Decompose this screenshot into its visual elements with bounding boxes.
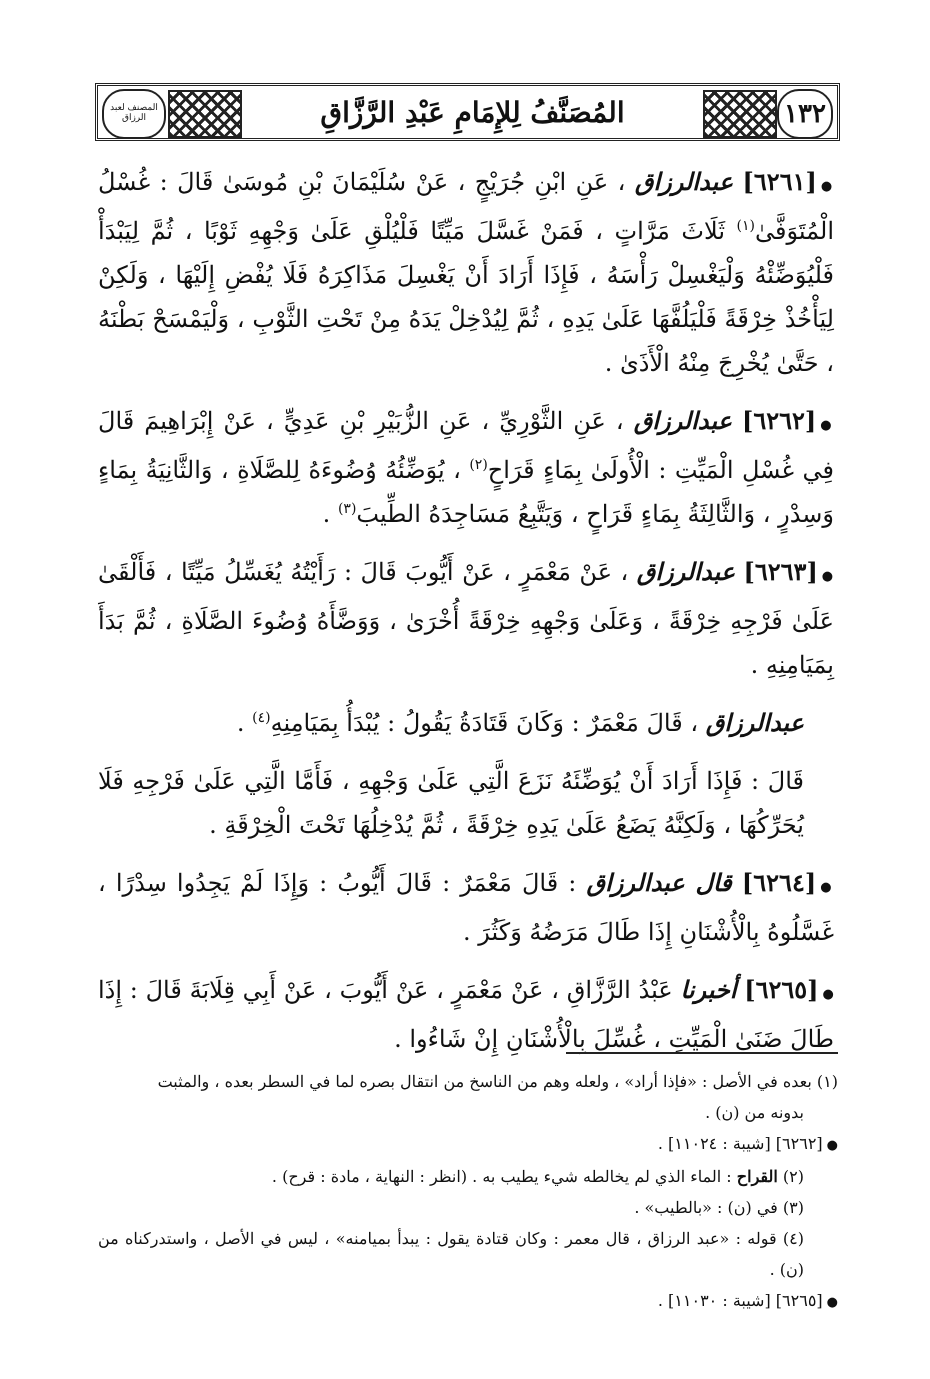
hadith-6265	[98, 968, 838, 1061]
page-header	[95, 83, 840, 141]
footnote-text: : الماء الذي لم يخالطه شيء يطيب به . (انظر : النهاية ، مادة : قرح) .	[271, 1167, 732, 1186]
book-title: المُصَنَّفُ لِلإِمَامِ عَبْدِ الرَّزَّاقِ	[320, 95, 625, 129]
hadith-number: [٦٢٦٣]	[743, 557, 818, 586]
hadith-text-cont: ثَلَاثَ مَرَّاتٍ ، فَمَنْ غَسَّلَ مَيِّتًا فَلْيُلْقِ عَلَىٰ وَجْهِهِ ثَوْبًا ، ثُمَّ لِيَبْدَأْ فَلْيُوَضِّئْهُ وَلْيَغْسِلْ رَأْسَهُ ، فَإِذَا أَرَادَ أَنْ يَغْسِلَ مَذَاكِرَهُ فَلَا يُفْضِ إِلَيْهَا ، وَلَكِنْ لِيَأْخُذْ خِرْقَةً فَلْيَلُفَّهَا عَلَىٰ يَدِهِ ، ثُمَّ لِيُدْخِلْ يَدَهُ مِنْ تَحْتِ الثَّوْبِ ، وَلْيَمْسَحْ بَطْنَهُ ، حَتَّىٰ يُخْرِجَ مِنْهُ الْأَذَىٰ .	[98, 217, 834, 377]
narrator: أخبرنا	[680, 975, 737, 1004]
footnote-1-continued: بدونه من (ن) .	[705, 1103, 804, 1122]
footnote-term: القراح	[736, 1167, 778, 1186]
narrator: عبدالرزاق	[633, 406, 732, 435]
bullet-icon: ●	[820, 179, 834, 194]
hadith-number: [٦٢٦٥]	[744, 975, 819, 1004]
book-seal-logo	[102, 89, 166, 139]
narrator: عبدالرزاق	[634, 167, 734, 196]
hadith-text: ، عَنِ ابْنِ جُرَيْجٍ ، عَنْ سُلَيْمَانَ بْنِ مُوسَىٰ قَالَ : غُسْلُ الْمُتَوَفَّىٰ	[98, 168, 834, 245]
hadith-text: ، عَنِ الثَّوْرِيِّ ، عَنِ الزُّبَيْرِ بْنِ عَدِيٍّ ، عَنْ إِبْرَاهِيمَ قَالَ فِي غُسْلِ الْمَيِّتِ : الْأُولَىٰ بِمَاءٍ قَرَاحٍ	[98, 407, 834, 484]
hadith-number: [٦٢٦٤]	[741, 868, 817, 897]
hadith-text-cont: ، يُوَضِّئُهُ وُضُوءَهُ لِلصَّلَاةِ ، وَالثَّانِيَةُ بِمَاءٍ وَسِدْرٍ ، وَالثَّالِثَةُ بِمَاءٍ قَرَاحٍ ، وَيَتَّبِعُ مَسَاجِدَهُ الطِّيبَ	[98, 456, 834, 528]
reference-6265	[98, 1285, 838, 1318]
ornament-right	[703, 90, 777, 138]
footnote-3: (٣) في (ن) : «بالطيب» .	[634, 1198, 804, 1217]
narrator: قال عبدالرزاق	[586, 868, 732, 897]
hadith-text: ، عَنْ مَعْمَرٍ ، عَنْ أَيُّوبَ قَالَ : رَأَيْتُهُ يُغَسِّلُ مَيِّتًا ، فَأَلْقَىٰ عَلَىٰ فَرْجِهِ خِرْقَةً ، وَعَلَىٰ وَجْهِهِ خِرْقَةً أُخْرَىٰ ، وَوَضَّأَهُ وُضُوءَ الصَّلَاةِ ، ثُمَّ بَدَأَ بِمَيَامِنِهِ .	[98, 558, 834, 679]
hadith-6261	[98, 160, 838, 385]
reference-text: [٦٢٦٢] [شيبة : ١١٠٢٤] .	[657, 1134, 823, 1153]
reference-6262	[98, 1128, 838, 1161]
hadith-text-end: .	[236, 709, 245, 737]
hadith-text: : قَالَ مَعْمَرٌ : قَالَ أَيُّوبُ : وَإِذَا لَمْ يَجِدُوا سِدْرًا ، غَسَّلُوهُ بِالْأُشْنَانِ إِذَا طَالَ مَرَضُهُ وَكَثُرَ .	[98, 869, 834, 946]
bullet-icon: ●	[820, 880, 835, 895]
footnote-ref: (١)	[736, 218, 756, 234]
bullet-icon: ●	[821, 569, 834, 584]
ornament-left	[168, 90, 242, 138]
narrator: عبدالرزاق	[636, 557, 736, 586]
hadith-6262	[98, 399, 838, 536]
seal-text: المصنف لعبد الرزاق	[110, 103, 158, 123]
footnote-4: (٤) قوله : «عبد الرزاق ، قال معمر : وكان قتادة يقول : يبدأ بميامنه» ، ليس في الأصل ، واستدركناه من (ن) .	[98, 1229, 804, 1279]
hadith-number: [٦٢٦٢]	[741, 406, 817, 435]
footnote-1: (١) بعده في الأصل : «فإذا أراد» ، ولعله وهم من الناسخ من انتقال بصره لما في السطر بعده ، والمثبت	[157, 1072, 838, 1091]
hadith-6263-sub-2	[98, 759, 838, 847]
hadith-6264	[98, 861, 838, 954]
hadith-number: [٦٢٦١]	[742, 167, 817, 196]
bullet-icon: ●	[820, 418, 835, 433]
footnote-ref: (٢)	[469, 457, 488, 473]
hadith-text: عَبْدُ الرَّزَّاقِ ، عَنْ مَعْمَرٍ ، عَنْ أَيُّوبَ ، عَنْ أَبِي قِلَابَةَ قَالَ : إِذَا طَالَ ضَنَىٰ الْمَيِّتِ ، غُسِّلَ بِالْأُشْنَانِ إِنْ شَاءُوا .	[98, 976, 834, 1053]
main-text	[98, 160, 838, 1075]
footnotes	[98, 1066, 838, 1318]
hadith-text: ، قَالَ مَعْمَرٌ : وَكَانَ قَتَادَةُ يَقُولُ : يُبْدَأُ بِمَيَامِنِهِ	[270, 709, 699, 737]
footnote-number: (٢)	[782, 1167, 804, 1186]
hadith-text: قَالَ : فَإِذَا أَرَادَ أَنْ يُوَضِّئَهُ نَزَعَ الَّتِي عَلَىٰ وَجْهِهِ ، فَأَمَّا الَّتِي عَلَىٰ فَرْجِهِ فَلَا يُحَرِّكُهَا ، وَلَكِنَّهُ يَضَعُ عَلَىٰ يَدِهِ خِرْقَةً ، ثُمَّ يُدْخِلُهَا تَحْتَ الْخِرْقَةِ .	[98, 767, 804, 839]
footnote-divider	[566, 1052, 838, 1054]
footnote-ref: (٣)	[337, 501, 357, 517]
footnote-ref: (٤)	[252, 710, 271, 726]
footnote-2	[98, 1161, 838, 1192]
page-number: ١٣٢	[777, 89, 833, 139]
bullet-icon: ●	[826, 1295, 838, 1310]
reference-text: [٦٢٦٥] [شيبة : ١١٠٣٠] .	[657, 1291, 823, 1310]
bullet-icon: ●	[822, 987, 834, 1002]
hadith-text-end: .	[322, 500, 331, 528]
bullet-icon: ●	[826, 1138, 838, 1153]
narrator: عبدالرزاق	[705, 708, 804, 737]
hadith-6263	[98, 550, 838, 687]
hadith-6263-sub-1	[98, 701, 838, 745]
